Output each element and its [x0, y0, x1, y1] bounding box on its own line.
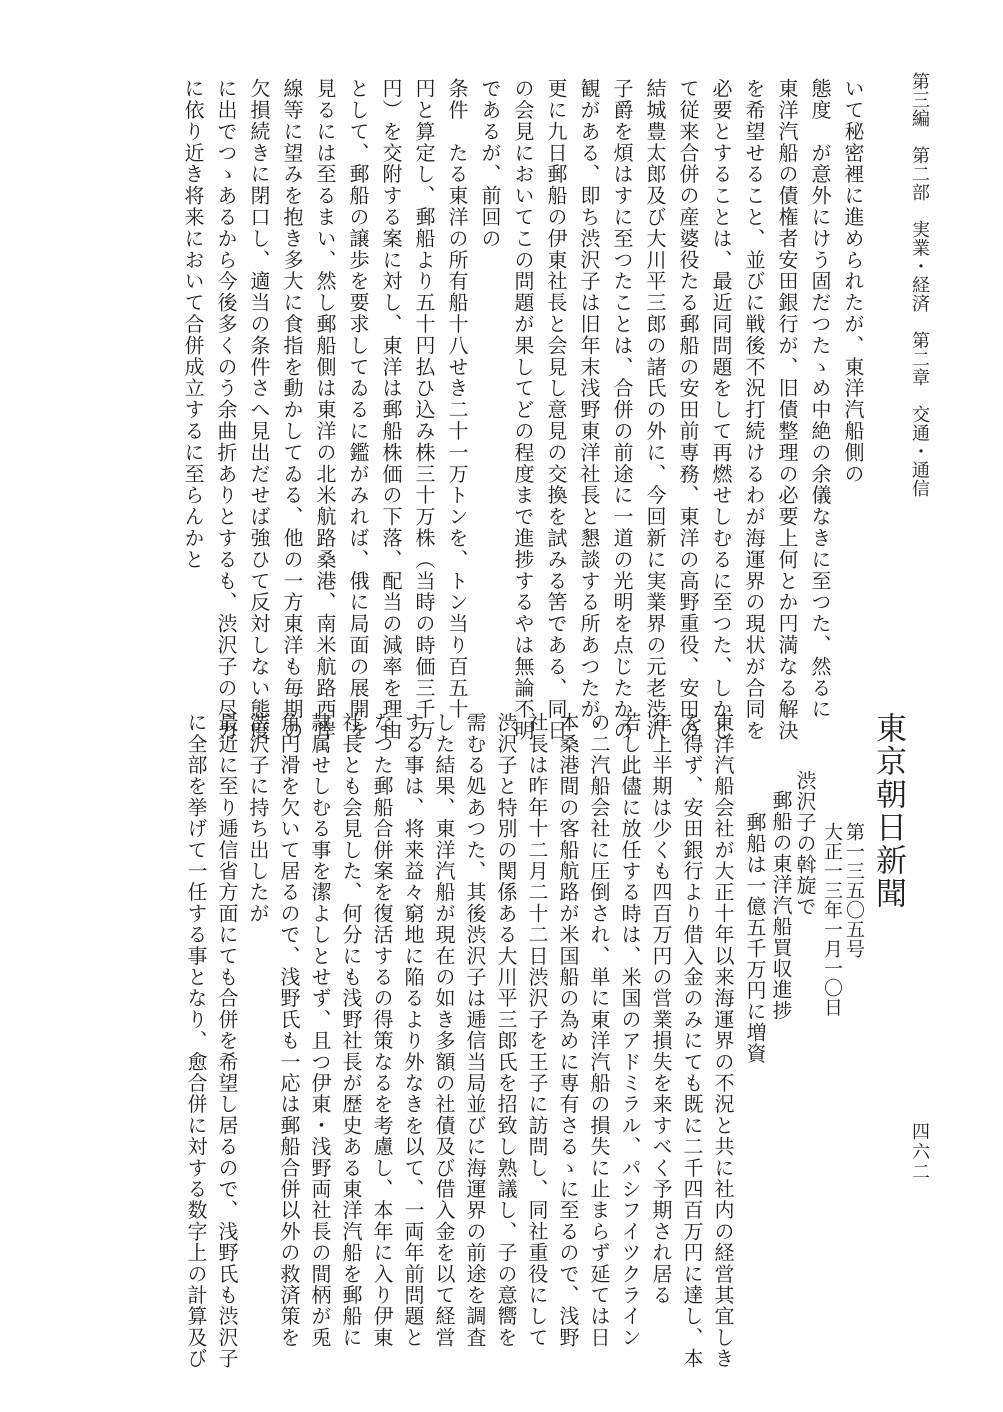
text-column: の二汽船会社に圧倒され、単に東洋汽船の損失に止まらず延ては日	[587, 712, 611, 1348]
text-column: を希望せること、並びに戦後不況打続けるわが海運界の現状が合同を	[742, 78, 766, 742]
text-column: 欠損続きに閉口し、適当の条件さへ見出だせば強ひて反対しない態度	[247, 78, 271, 742]
text-column: 隷属せしむる事を潔よしとせず、且つ伊東・浅野両社長の間柄が兎	[308, 712, 332, 1348]
page-number: 四六二	[909, 1122, 930, 1182]
text-column: 渋沢子と特別の関係ある大川平三郎氏を招致し熟議し、子の意嚮を	[494, 712, 518, 1348]
headline: 郵船の東洋汽船買収進捗	[769, 790, 793, 1021]
text-column: した結果、東洋汽船が現在の如き多額の社債及び借入金を以て経営	[432, 712, 456, 1348]
text-column: 態度 が意外にけう固だつたゝめ中絶の余儀なきに至つた、然るに	[808, 78, 832, 720]
text-column: 社長は昨年十二月二十二日渋沢子を王子に訪問し、同社重役にして	[525, 712, 549, 1348]
text-column: 子爵を煩はすに至つたことは、合併の前途に一道の光明を点じたかの	[610, 78, 634, 742]
newspaper-article	[123, 712, 906, 1370]
running-header: 第三編 第二部 実業・経済 第二章 交通・通信	[909, 72, 930, 498]
text-column: 最近に至り逓信省方面にても合併を希望し居るので、浅野氏も渋沢子	[215, 712, 239, 1370]
issue-date: 大正一三年一月一〇日	[821, 822, 843, 1017]
text-column: 渋沢子に持ち出したが	[246, 712, 270, 924]
text-column: に依り近き将来において合併成立するに至らんかと	[181, 78, 205, 571]
text-column: 社長とも会見した、何分にも浅野社長が歴史ある東洋汽船を郵船に	[339, 712, 363, 1348]
text-column: 結城豊太郎及び大川平三郎の諸氏の外に、今回新に実業界の元老渋沢	[643, 78, 667, 742]
headline: 渋沢子の斡旋で	[793, 770, 817, 917]
newspaper-masthead: 東京朝日新聞	[870, 712, 906, 910]
text-column: 更に九日郵船の伊東社長と会見し意見の交換を試みる筈である、同日	[544, 78, 568, 742]
text-column: いて秘密裡に進められたが、東洋汽船側の	[841, 78, 865, 485]
text-column: 東洋汽船の債権者安田銀行が、旧債整理の必要上何とか円満なる解決	[775, 78, 799, 742]
text-column: 観がある、即ち渋沢子は旧年末浅野東洋社長と懇談する所あつたが、	[577, 78, 601, 742]
text-column: 線等に望みを抱き多大に食指を動かしてゐる、他の一方東洋も毎期の	[280, 78, 304, 742]
text-column: 需むる処あつた、其後渋沢子は逓信当局並びに海運界の前途を調査	[463, 712, 487, 1348]
text-column: 見るには至るまい、然し郵船側は東洋の北米航路桑港、南米航路西岸	[313, 78, 337, 742]
text-column: なつた郵船合併案を復活するの得策なるを考慮し、本年に入り伊東	[370, 712, 394, 1348]
text-column: として、郵船の譲歩を要求してゐるに鑑がみれば、俄に局面の展開を	[346, 78, 370, 742]
text-column: 円と算定し、郵船より五十円払ひ込み株三十万株（当時の時価三千万	[412, 78, 436, 742]
text-column: する事は、将来益々窮地に陥るより外なきを以て、一両年前問題と	[401, 712, 425, 1348]
text-column: の会見においてこの問題が果してどの程度まで進捗するやは無論不明	[511, 78, 535, 742]
text-column: に出でつゝあるから今後多くのう余曲折ありとするも、渋沢子の尽力	[214, 78, 238, 742]
text-column: 本桑港間の客船航路が米国船の為めに専有さるゝに至るので、浅野	[556, 712, 580, 1348]
text-column: 条件 たる東洋の所有船十八せき二十一万トンを、トン当り百五十	[445, 78, 469, 720]
text-column: 角円滑を欠いて居るので、浅野氏も一応は郵船合併以外の救済策を	[277, 712, 301, 1348]
text-column: 東洋汽船会社が大正十年以来海運界の不況と共に社内の経営其宜しき	[711, 712, 735, 1370]
headline: 郵船は一億五千万円に増資	[743, 812, 767, 1064]
text-column: に全部を挙げて一任する事となり、愈合併に対する数字上の計算及び	[184, 712, 208, 1370]
top-text-block	[163, 78, 865, 742]
text-column: であるが、前回の	[478, 78, 502, 250]
text-column: 若し此儘に放任する時は、米国のアドミラル、パシフイツクライン	[618, 712, 642, 1348]
issue-number: 第一三五〇五号	[843, 822, 865, 959]
text-column: を得ず、安田銀行より借入金のみにても既に二千四百万円に達し、本	[680, 712, 704, 1370]
text-column: 必要とすることは、最近同問題をして再燃せしむるに至つた、しかし	[709, 78, 733, 742]
text-column: て従来合併の産婆役たる郵船の安田前専務、東洋の高野重役、安田の	[676, 78, 700, 742]
text-column: 年上半期は少くも四百万円の営業損失を来すべく予期され居る	[649, 712, 673, 1306]
text-column: 円）を交附する案に対し、東洋は郵船株価の下落、配当の減率を理由	[379, 78, 403, 742]
